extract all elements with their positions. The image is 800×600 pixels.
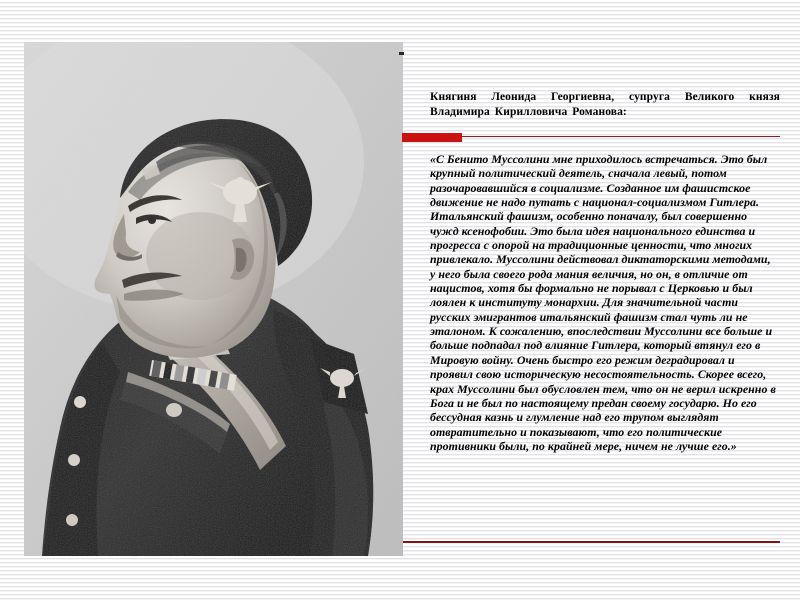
accent-red-block <box>402 133 462 142</box>
photo-artifact-speck <box>399 52 404 55</box>
bottom-divider <box>403 541 780 543</box>
portrait-photo <box>24 42 403 556</box>
slide-title: Княгиня Леонида Георгиевна, супруга Великого князя Владимира Кирилловича Романова: <box>430 91 780 118</box>
text-column <box>430 90 780 120</box>
quote-text: «С Бенито Муссолини мне приходилось встречаться. Это был крупный политический деятель, сначала левый, потом разочаровавшийся в социализме. Созданное им фашистское движение не надо путать с национал-социализмом Гитлера. Итальянский фашизм, особенно поначалу, был совершенно чужд ксенофобии. Это была идея национального единства и прогресса с опорой на традиционные ценности, что многих привлекало. Муссолини действовал диктаторскими методами, у него была своего рода мания величия, но он, в отличие от нацистов, хотя бы формально не порывал с Церковью и был лоялен к институту монархии. Для значительной части русских эмигрантов итальянский фашизм стал чуть ли не эталоном. К сожалению, впоследствии Муссолини все больше и больше подпадал под влияние Гитлера, который втянул его в Мировую войну. Очень быстро его режим деградировал и проявил свою историческую несостоятельность. Скорее всего, крах Муссолини был обусловлен тем, что он не верил искренно в Бога и не был по настоящему предан своему государю. Но его бессудная казнь и глумление над его трупом выглядят отвратительно и показывают, что его политические противники были, по крайней мере, ничем не лучше его.» <box>430 152 776 453</box>
accent-red-line <box>462 136 780 137</box>
title-divider <box>402 133 780 142</box>
